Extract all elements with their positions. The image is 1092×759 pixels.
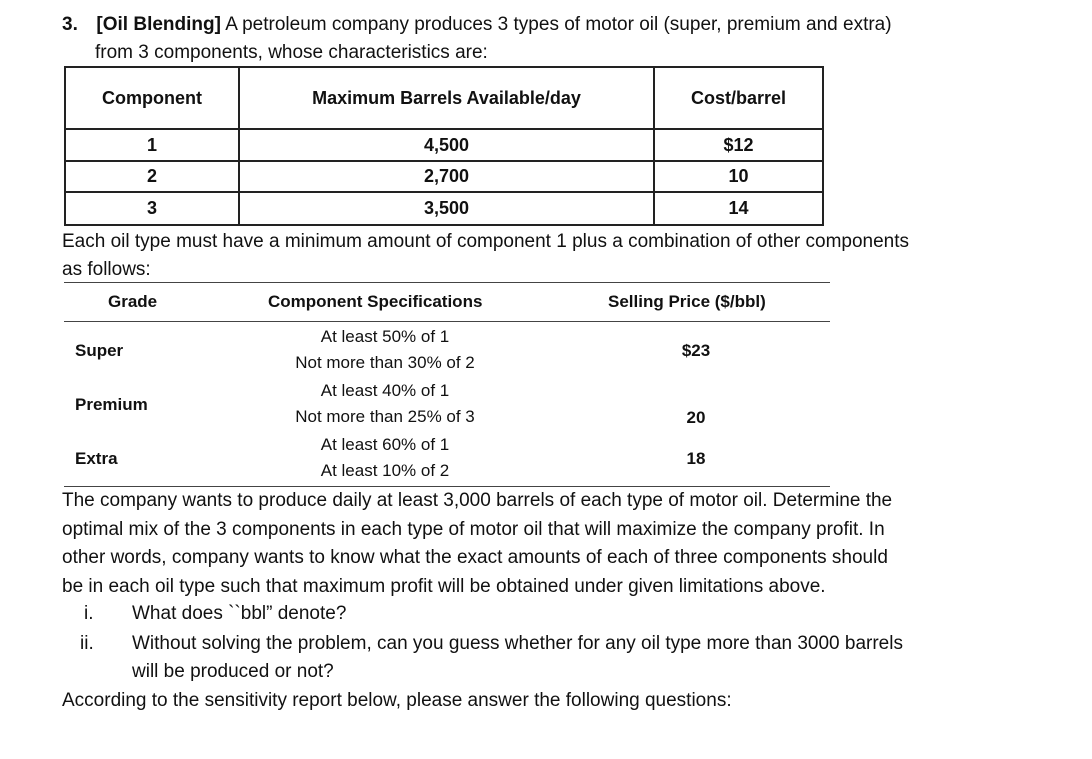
spec-cell: At least 10% of 2	[320, 461, 450, 480]
question-marker: i.	[84, 603, 94, 624]
cost-cell: $12	[655, 130, 824, 160]
spec-cell: At least 40% of 1	[320, 381, 450, 400]
grade-cell: Extra	[75, 449, 118, 468]
cost-cell: 10	[655, 162, 824, 191]
paragraph-line: be in each oil type such that maximum profit will be obtained under given limitations above.	[62, 575, 826, 597]
price-cell: $23	[681, 341, 711, 360]
question-number: 3.	[62, 14, 78, 35]
problem-paragraph	[62, 487, 1062, 601]
question-title: [Oil Blending]	[96, 14, 221, 35]
question-heading	[62, 12, 892, 38]
sensitivity-report-intro: According to the sensitivity report below, please answer the following questions:	[62, 690, 732, 711]
question-text: What does ``bbl” denote?	[132, 603, 347, 624]
components-table-header	[64, 68, 824, 128]
component-cell: 1	[64, 130, 240, 160]
question-intro-line2: from 3 components, whose characteristics are:	[95, 42, 488, 63]
header-grade: Grade	[108, 292, 158, 311]
spec-cell: Not more than 30% of 2	[295, 353, 475, 372]
middle-text-line1: Each oil type must have a minimum amount of component 1 plus a combination of other components	[62, 231, 910, 252]
spec-cell: Not more than 25% of 3	[295, 407, 475, 426]
max-barrels-cell: 3,500	[240, 193, 655, 224]
grade-cell: Super	[75, 341, 124, 360]
question-text: Without solving the problem, can you guess whether for any oil type more than 3000 barrels	[132, 633, 903, 654]
header-max-barrels: Maximum Barrels Available/day	[240, 68, 655, 128]
table-row	[64, 162, 824, 191]
header-cost-barrel: Cost/barrel	[655, 68, 824, 128]
max-barrels-cell: 4,500	[240, 130, 655, 160]
grade-cell: Premium	[75, 395, 148, 414]
question-marker: ii.	[80, 633, 94, 654]
max-barrels-cell: 2,700	[240, 162, 655, 191]
header-component-specs: Component Specifications	[268, 292, 483, 311]
paragraph-line: The company wants to produce daily at least 3,000 barrels of each type of motor oil. Determine the	[62, 490, 893, 511]
table-row	[64, 193, 824, 224]
component-cell: 2	[64, 162, 240, 191]
paragraph-line: other words, company wants to know what the exact amounts of each of three components should	[62, 547, 888, 568]
spec-cell: At least 60% of 1	[320, 435, 450, 454]
cost-cell: 14	[655, 193, 824, 224]
component-cell: 3	[64, 193, 240, 224]
paragraph-line: optimal mix of the 3 components in each type of motor oil that will maximize the company profit. In	[62, 518, 885, 540]
price-cell: 18	[686, 449, 706, 468]
header-component: Component	[64, 68, 240, 128]
header-selling-price: Selling Price ($/bbl)	[608, 292, 766, 311]
question-intro-text: A petroleum company produces 3 types of motor oil (super, premium and extra)	[220, 14, 892, 35]
price-cell: 20	[686, 408, 706, 427]
table-row	[64, 130, 824, 160]
question-text-cont: will be produced or not?	[132, 661, 334, 682]
spec-cell: At least 50% of 1	[320, 327, 450, 346]
middle-text-line2: as follows:	[62, 259, 151, 280]
